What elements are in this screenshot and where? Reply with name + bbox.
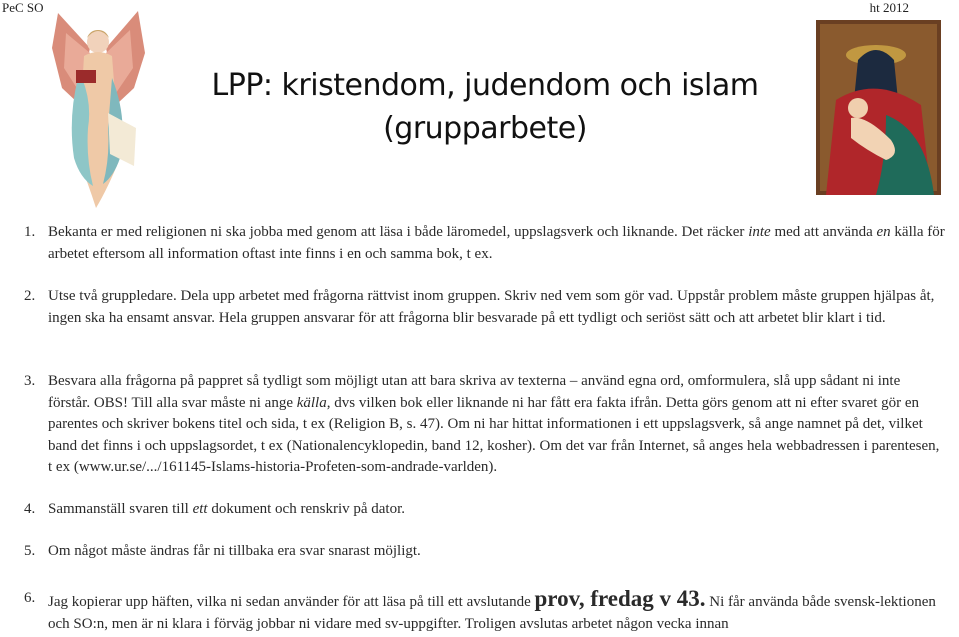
item-text — [48, 588, 945, 635]
item-number: 2. — [24, 288, 36, 304]
item-number: 4. — [24, 501, 36, 517]
text-segment: , dvs vilken bok eller liknande ni har fått era fakta ifrån. Detta görs genom att ni efter svaret gör en parentes och skriver bokens titel och sida, t ex (Religion B, s. 47). Om ni har hittat informationen i ett uppslagsverk, så ange namnet på det, vilket band det finns i och uppslagsordet, t ex (Nationalencyklopedin, band 12, kosher). Om det var från Internet, så anges hela webbadressen i parentesen, t ex (www.ur.se/.../161145-Islams-historia-Profeten-som-andrade-varlden). — [48, 394, 940, 475]
madonna-painting — [816, 20, 941, 195]
item-number: 5. — [24, 543, 36, 559]
text-segment: Jag kopierar upp häften, vilka ni sedan använder för att läsa på till ett avslutande — [48, 594, 535, 610]
title-line-2: (grupparbete) — [383, 111, 587, 146]
text-segment: Bekanta er med religionen ni ska jobba med genom att läsa i både läromedel, uppslagsverk och liknande. Det räcker — [48, 224, 749, 240]
header-term: ht 2012 — [869, 0, 909, 15]
text-segment: källa för arbetet eftersom all information oftast inte finns i en och samma bok, t ex. — [48, 224, 945, 262]
item-text: Utse två gruppledare. Dela upp arbetet med frågorna rättvist inom gruppen. Skriv ned vem som gör vad. Uppstår problem måste gruppen hjälpas åt, ingen ska ha ensamt ansvar. Hela gruppen ansvarar för att frågorna blir besvarade på ett tydligt och seriöst sätt och att arbetet blir klart i tid. — [48, 288, 935, 326]
header-course: PeC SO — [2, 0, 44, 15]
emphasis: ett — [192, 501, 208, 517]
emphasis: källa — [296, 394, 327, 411]
text-segment: Sammanställ svaren till — [48, 501, 193, 517]
item-number: 6. — [24, 590, 36, 606]
item-text: Om något måste ändras får ni tillbaka era svar snarast möjligt. — [48, 543, 421, 559]
item-number: 3. — [24, 373, 36, 389]
item-text — [48, 222, 945, 265]
exam-date: prov, fredag v 43. — [534, 586, 706, 611]
text-segment: med att använda — [770, 224, 877, 240]
emphasis: inte — [748, 224, 771, 240]
title-line-1: LPP: kristendom, judendom och islam — [211, 68, 759, 103]
emphasis: en — [876, 224, 891, 240]
item-text — [48, 499, 945, 521]
angel-illustration — [48, 8, 148, 213]
item-number: 1. — [24, 224, 36, 240]
text-segment: Besvara alla frågorna på pappret så tydligt som möjligt utan att bara skriva av texterna – använd egna ord, omformulera, slå upp sådant ni inte förstår. OBS! Till alla svar måste ni ange — [48, 373, 901, 411]
item-text — [48, 371, 945, 479]
text-segment: Ni får använda både svensk-lektionen och SO:n, men är ni klara i förväg jobbar ni vidare med sv-uppgifter. Troligen avslutas arbetet någon vecka innan — [48, 594, 936, 632]
text-segment: dokument och renskriv på dator. — [207, 501, 406, 517]
page-title — [150, 64, 820, 150]
